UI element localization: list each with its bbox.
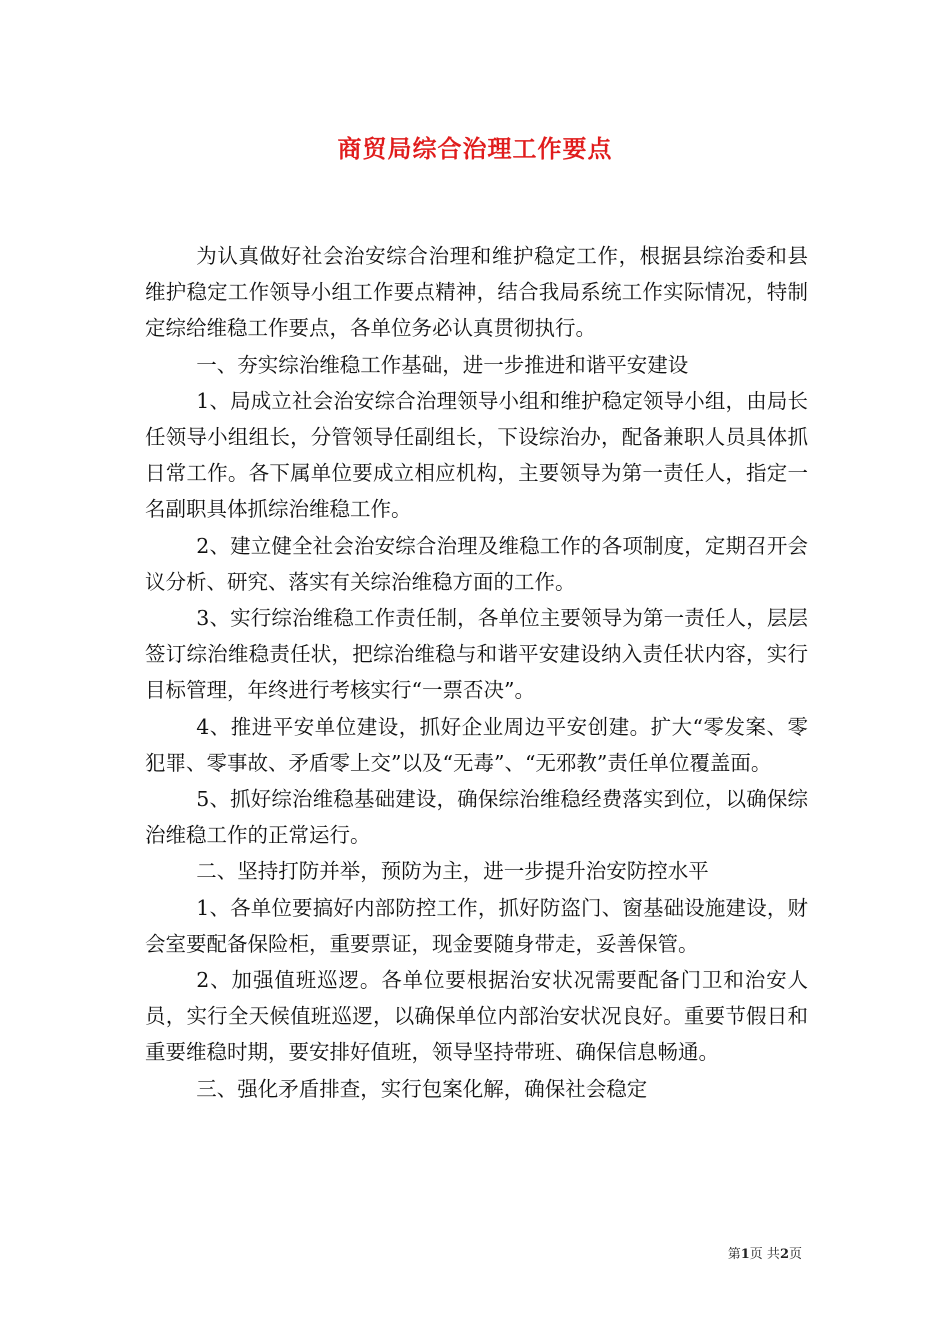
paragraph-1-5: 5、抓好综治维稳基础建设，确保综治维稳经费落实到位，以确保综治维稳工作的正常运行。 xyxy=(145,787,808,848)
footer-prefix: 第 xyxy=(727,1247,741,1262)
document-title: 商贸局综合治理工作要点 xyxy=(337,134,613,163)
paragraph-1-4: 4、推进平安单位建设，抓好企业周边平安创建。扩大“零发案、零犯罪、零事故、矛盾零上交”以及“无毒”、“无邪教”责任单位覆盖面。 xyxy=(145,714,808,775)
section-heading-1: 一、夯实综治维稳工作基础，进一步推进和谐平安建设 xyxy=(196,352,689,377)
paragraph-1-2: 2、建立健全社会治安综合治理及维稳工作的各项制度，定期召开会议分析、研究、落实有关综治维稳方面的工作。 xyxy=(145,533,808,594)
paragraph-2-2: 2、加强值班巡逻。各单位要根据治安状况需要配备门卫和治安人员，实行全天候值班巡逻，以确保单位内部治安状况良好。重要节假日和重要维稳时期，要安排好值班，领导坚持带班、确保信息畅通。 xyxy=(145,968,808,1065)
footer-suffix: 页 xyxy=(788,1247,802,1262)
paragraph-2-1: 1、各单位要搞好内部防控工作，抓好防盗门、窗基础设施建设，财会室要配备保险柜，重要票证，现金要随身带走，妥善保管。 xyxy=(145,895,808,956)
paragraph-intro: 为认真做好社会治安综合治理和维护稳定工作，根据县综治委和县维护稳定工作领导小组工作要点精神，结合我局系统工作实际情况，特制定综给维稳工作要点，各单位务必认真贯彻执行。 xyxy=(145,244,808,341)
paragraph-1-1: 1、局成立社会治安综合治理领导小组和维护稳定领导小组，由局长任领导小组组长，分管领导任副组长，下设综治办，配备兼职人员具体抓日常工作。各下属单位要成立相应机构，主要领导为第一责任人，指定一名副职具体抓综治维稳工作。 xyxy=(145,388,808,522)
section-heading-3: 三、强化矛盾排查，实行包案化解，确保社会稳定 xyxy=(196,1076,648,1101)
document-body xyxy=(145,238,808,1107)
footer-middle: 页 共 xyxy=(749,1247,780,1262)
page-number-footer xyxy=(728,1246,802,1264)
section-heading-2: 二、坚持打防并举，预防为主，进一步提升治安防控水平 xyxy=(196,859,709,884)
footer-current-page: 1 xyxy=(740,1247,750,1262)
footer-total-pages: 2 xyxy=(779,1247,789,1262)
paragraph-1-3: 3、实行综治维稳工作责任制，各单位主要领导为第一责任人，层层签订综治维稳责任状，把综治维稳与和谐平安建设纳入责任状内容，实行目标管理，年终进行考核实行“一票否决”。 xyxy=(145,606,808,703)
